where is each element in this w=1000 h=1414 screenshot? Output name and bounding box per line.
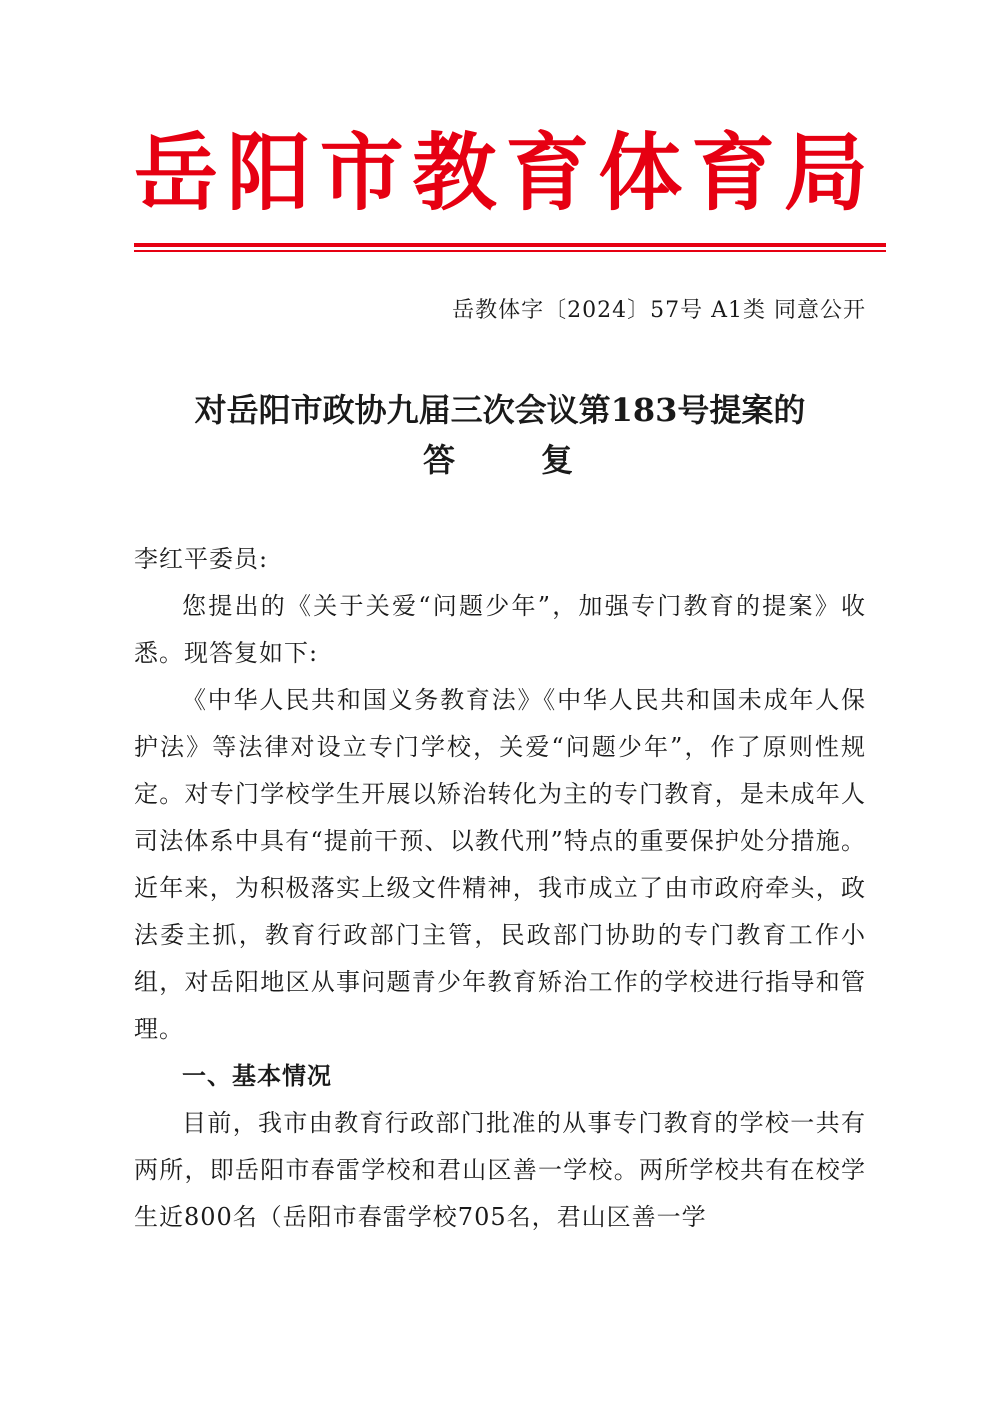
letterhead-char: 岳 <box>134 123 219 222</box>
title-char-fu: 复 <box>541 441 578 479</box>
paragraph-basic-situation: 目前，我市由教育行政部门批准的从事专门教育的学校一共有两所，即岳阳市春雷学校和君山区善一学校。两所学校共有在校学生近800名（岳阳市春雷学校705名，君山区善一学 <box>134 1109 866 1231</box>
letterhead-char: 体 <box>598 123 683 222</box>
letterhead-char: 阳 <box>226 123 311 222</box>
letterhead-char: 育 <box>505 123 590 222</box>
paragraph-intro: 您提出的《关于关爱“问题少年”，加强专门教育的提案》收悉。现答复如下: <box>134 592 866 667</box>
salutation: 李红平委员: <box>134 545 269 573</box>
letterhead-title <box>134 118 868 228</box>
document-body <box>134 536 866 1241</box>
letterhead-divider-thick <box>134 243 886 247</box>
letterhead-divider-thin <box>134 250 886 252</box>
letterhead-char: 市 <box>319 123 404 222</box>
document-title-line2 <box>134 435 866 485</box>
letterhead-char: 局 <box>783 123 868 222</box>
document-title-line1: 对岳阳市政协九届三次会议第183号提案的 <box>194 391 806 429</box>
title-char-da: 答 <box>422 441 459 479</box>
document-number: 岳教体字〔2024〕57号 A1类 同意公开 <box>452 298 866 323</box>
letterhead-char: 育 <box>691 123 776 222</box>
letterhead-char: 教 <box>412 123 497 222</box>
section-heading: 一、基本情况 <box>182 1062 332 1090</box>
paragraph-legal-basis: 《中华人民共和国义务教育法》《中华人民共和国未成年人保护法》等法律对设立专门学校，关爱“问题少年”，作了原则性规定。对专门学校学生开展以矫治转化为主的专门教育，是未成年人司法体系中具有“提前干预、以教代刑”特点的重要保护处分措施。近年来，为积极落实上级文件精神，我市成立了由市政府牵头，政法委主抓，教育行政部门主管，民政部门协助的专门教育工作小组，对岳阳地区从事问题青少年教育矫治工作的学校进行指导和管理。 <box>134 686 866 1043</box>
